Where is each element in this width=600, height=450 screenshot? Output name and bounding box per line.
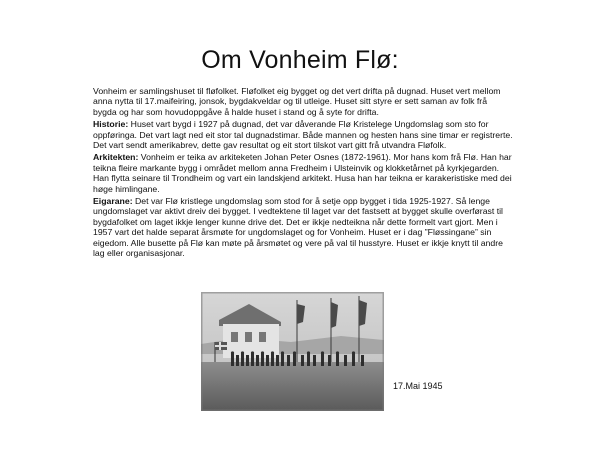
intro-paragraph: Vonheim er samlingshuset til fløfolket. Fløfolket eig bygget og det vert drifta på dugnad. Huset vert mellom anna nytta til 17.maifeiring, jonsok, bygdakveldar og til utleige. Huset sitt styre er sett saman av folk frå bygda og har som hovudoppgåve å halde huset i stand og å syte for drifta. [93, 86, 501, 117]
history-paragraph [93, 119, 513, 150]
photo-ground [201, 362, 384, 411]
owners-heading: Eigarane: [93, 196, 133, 207]
architect-paragraph [93, 152, 513, 194]
architect-text: Vonheim er teika av arkiteketen Johan Peter Osnes (1872-1961). Mor hans kom frå Flø. Han har teikna fleire markante bygg i området mellom anna Fredheim i Ulsteinvik og klokketårnet på kyrkjegarden. Han flytta seinare til Trondheim og vart ein landskjend arkitekt. Husa han har teikna er karakeristiske med dei høge himlingane. [93, 152, 512, 194]
historic-photo-illustration [201, 292, 384, 411]
photo-window [231, 332, 238, 342]
historic-photo [201, 292, 384, 411]
photo-flag-cross [215, 345, 227, 347]
architect-heading: Arkitekten: [93, 152, 139, 163]
photo-window [245, 332, 252, 342]
photo-window [259, 332, 266, 342]
owners-paragraph [93, 196, 513, 258]
slide-body [93, 86, 513, 261]
owners-text: Det var Flø kristlege ungdomslag som stod for å setje opp bygget i tida 1925-1927. Så lenge ungdomslaget var aktivt dreiv dei bygget. I vedtektene til laget var det fastsett at bygget skulle overførast til bygdafolket om laget ikkje lenger kunne drive det. Det er ikkje nedteikna når dette formelt vart gjort. Men i 1957 vart det halde separat årsmøte for ungdomslaget og for Vonheim. Huset er i dag ”Fløssingane” sin eigedom. Alle busette på Flø kan møte på årsmøtet og vere på val til husstyre. Huset er ikkje knytt til andre lag eller organisasjonar. [93, 196, 503, 259]
history-text: Huset vart bygd i 1927 på dugnad, det var dåverande Flø Kristelege Ungdomslag som sto for oppføringa. Det vart lagt ned eit stor tal dugnadstimar. Både mannen og hesten hans sine timar er registrerte. Det vart sendt amerikabrev, dette gav resultat og eit stort tilskot vart gitt frå utvandra Fløfolk. [93, 119, 513, 151]
photo-caption: 17.Mai 1945 [393, 381, 443, 391]
history-heading: Historie: [93, 119, 129, 130]
slide-title: Om Vonheim Flø: [201, 46, 399, 74]
